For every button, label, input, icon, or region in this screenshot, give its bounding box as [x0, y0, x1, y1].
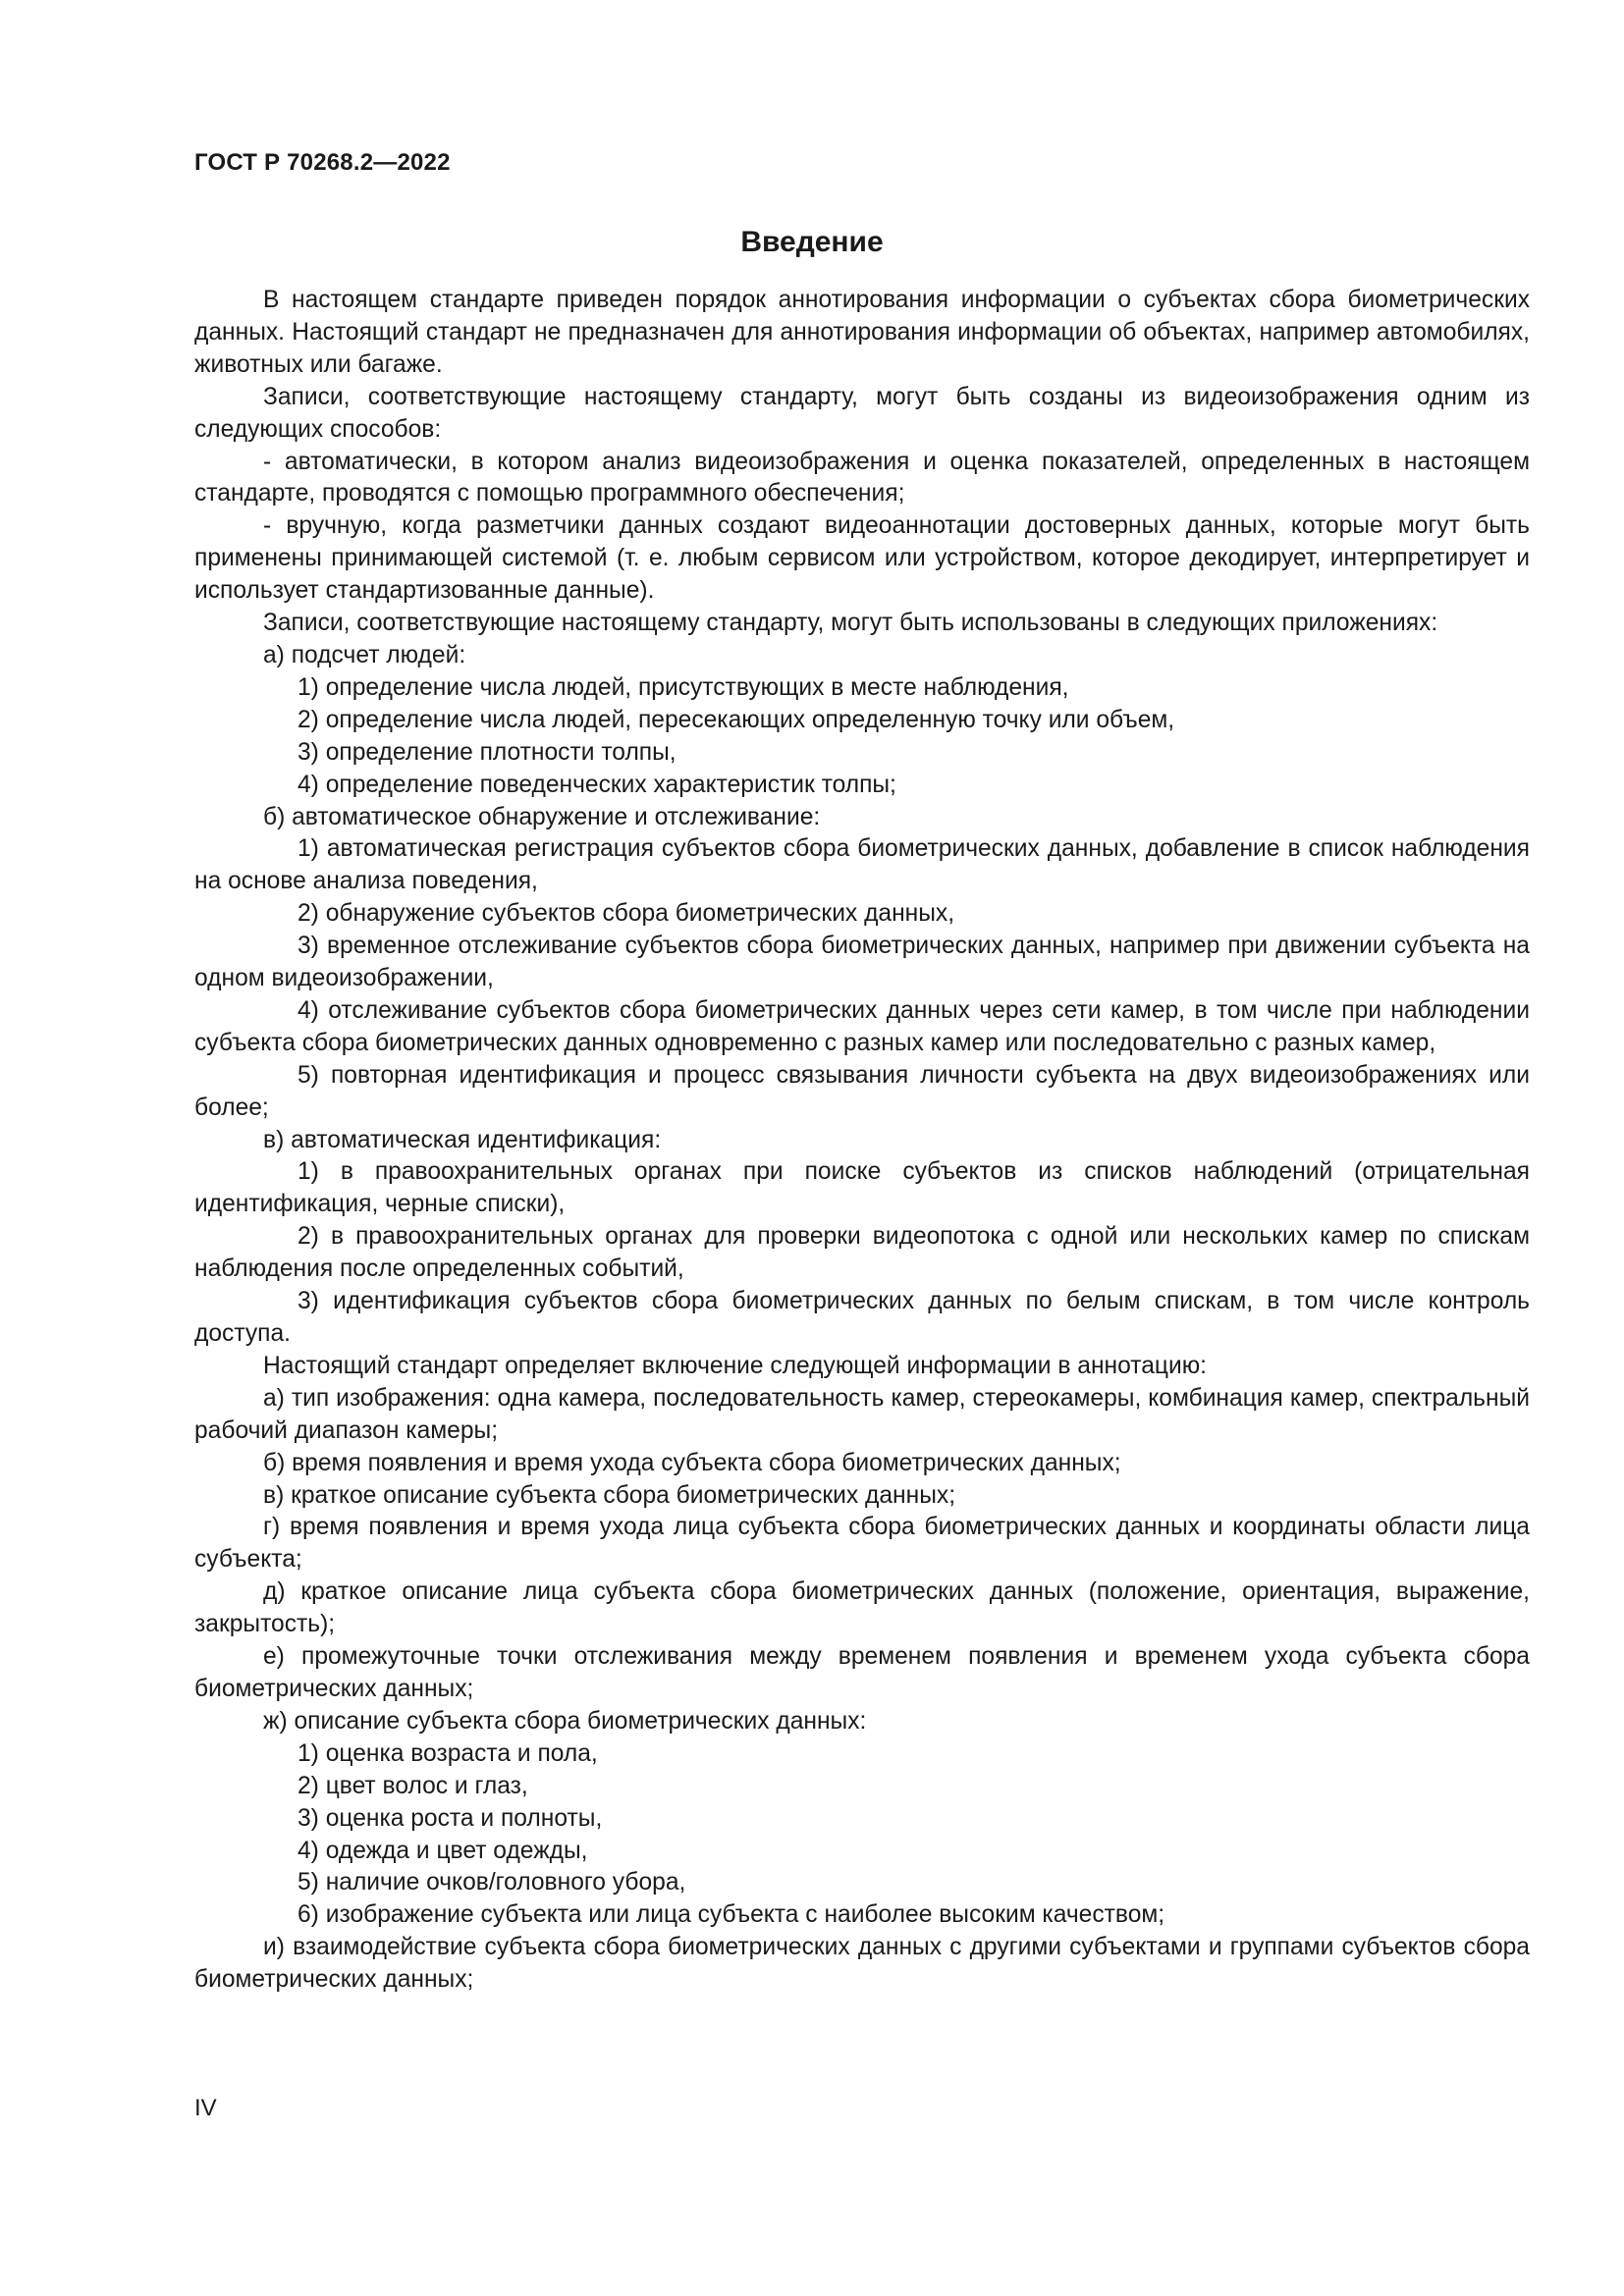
sub-list-item: 4) одежда и цвет одежды, — [298, 1837, 588, 1864]
sub-list-item: 5) наличие очков/головного убора, — [298, 1869, 686, 1896]
list-item: б) время появления и время ухода субъекта сбора биометрических данных; — [263, 1449, 1121, 1476]
list-item: б) автоматическое обнаружение и отслеживание: — [263, 803, 821, 830]
sub-list-item: 4) определение поведенческих характеристик толпы; — [298, 771, 896, 798]
sub-list-item: 1) в правоохранительных органах при поиске субъектов из списков наблюдений (отрицательная идентификация, черные списки), — [194, 1158, 1530, 1218]
sub-list-item: 2) обнаружение субъектов сбора биометрических данных, — [298, 900, 955, 928]
list-item: г) время появления и время ухода лица субъекта сбора биометрических данных и координаты области лица субъекта; — [194, 1514, 1530, 1574]
page-number: IV — [194, 2095, 217, 2121]
document-code-header: ГОСТ Р 70268.2—2022 — [194, 149, 451, 176]
sub-list-item: 1) оценка возраста и пола, — [298, 1739, 598, 1767]
sub-list-item: 3) идентификация субъектов сбора биометрических данных по белым спискам, в том числе контроль доступа. — [194, 1288, 1530, 1347]
sub-list-item: 3) определение плотности толпы, — [298, 738, 677, 766]
sub-list-item: 6) изображение субъекта или лица субъекта с наиболее высоким качеством; — [298, 1901, 1165, 1929]
sub-list-item: 2) определение числа людей, пересекающих определенную точку или объем, — [298, 706, 1175, 733]
sub-list-item: 1) автоматическая регистрация субъектов сбора биометрических данных, добавление в список наблюдения на основе анализа поведения, — [194, 835, 1530, 895]
paragraph: Записи, соответствующие настоящему стандарту, могут быть созданы из видеоизображения одним из следующих способов: — [194, 383, 1530, 443]
list-item: в) автоматическая идентификация: — [263, 1126, 662, 1153]
sub-list-item: 5) повторная идентификация и процесс связывания личности субъекта на двух видеоизображениях или более; — [194, 1061, 1530, 1121]
sub-list-item: 3) временное отслеживание субъектов сбора биометрических данных, например при движении субъекта на одном видеоизображении, — [194, 933, 1530, 992]
list-item: д) краткое описание лица субъекта сбора биометрических данных (положение, ориентация, выражение, закрытость); — [194, 1578, 1530, 1638]
paragraph: - вручную, когда разметчики данных создают видеоаннотации достоверных данных, которые могут быть применены принимающей системой (т. е. любым сервисом или устройством, которое декодирует, интерпретирует и использует стандартизованные данные). — [194, 512, 1530, 605]
list-item: и) взаимодействие субъекта сбора биометрических данных с другими субъектами и группами субъектов сбора биометрических данных; — [194, 1934, 1530, 1994]
sub-list-item: 4) отслеживание субъектов сбора биометрических данных через сети камер, в том числе при наблюдении субъекта сбора биометрических данных одновременно с разных камер или последовательно с разных камер, — [194, 996, 1530, 1056]
sub-list-item: 3) оценка роста и полноты, — [298, 1804, 603, 1832]
list-item: в) краткое описание субъекта сбора биометрических данных; — [263, 1481, 956, 1509]
paragraph: Записи, соответствующие настоящему стандарту, могут быть использованы в следующих приложениях: — [263, 610, 1438, 637]
section-title: Введение — [740, 226, 884, 258]
paragraph: - автоматически, в котором анализ видеоизображения и оценка показателей, определенных в настоящем стандарте, проводятся с помощью программного обеспечения; — [194, 448, 1530, 507]
sub-list-item: 2) в правоохранительных органах для проверки видеопотока с одной или нескольких камер по спискам наблюдения после определенных событий, — [194, 1223, 1530, 1283]
list-item: е) промежуточные точки отслеживания между временем появления и временем ухода субъекта сбора биометрических данных; — [194, 1643, 1530, 1702]
list-item: а) подсчет людей: — [263, 641, 466, 668]
paragraph: Настоящий стандарт определяет включение следующей информации в аннотацию: — [263, 1352, 1208, 1379]
sub-list-item: 1) определение числа людей, присутствующих в месте наблюдения, — [298, 673, 1069, 701]
sub-list-item: 2) цвет волос и глаз, — [298, 1772, 528, 1799]
list-item: а) тип изображения: одна камера, последовательность камер, стереокамеры, комбинация камер, спектральный рабочий диапазон камеры; — [194, 1384, 1530, 1444]
paragraph: В настоящем стандарте приведен порядок аннотирования информации о субъектах сбора биометрических данных. Настоящий стандарт не предназначен для аннотирования информации об объектах, например автомобилях, животных или багаже. — [194, 287, 1530, 378]
list-item: ж) описание субъекта сбора биометрических данных: — [263, 1707, 867, 1735]
introduction-body — [194, 285, 1530, 1997]
